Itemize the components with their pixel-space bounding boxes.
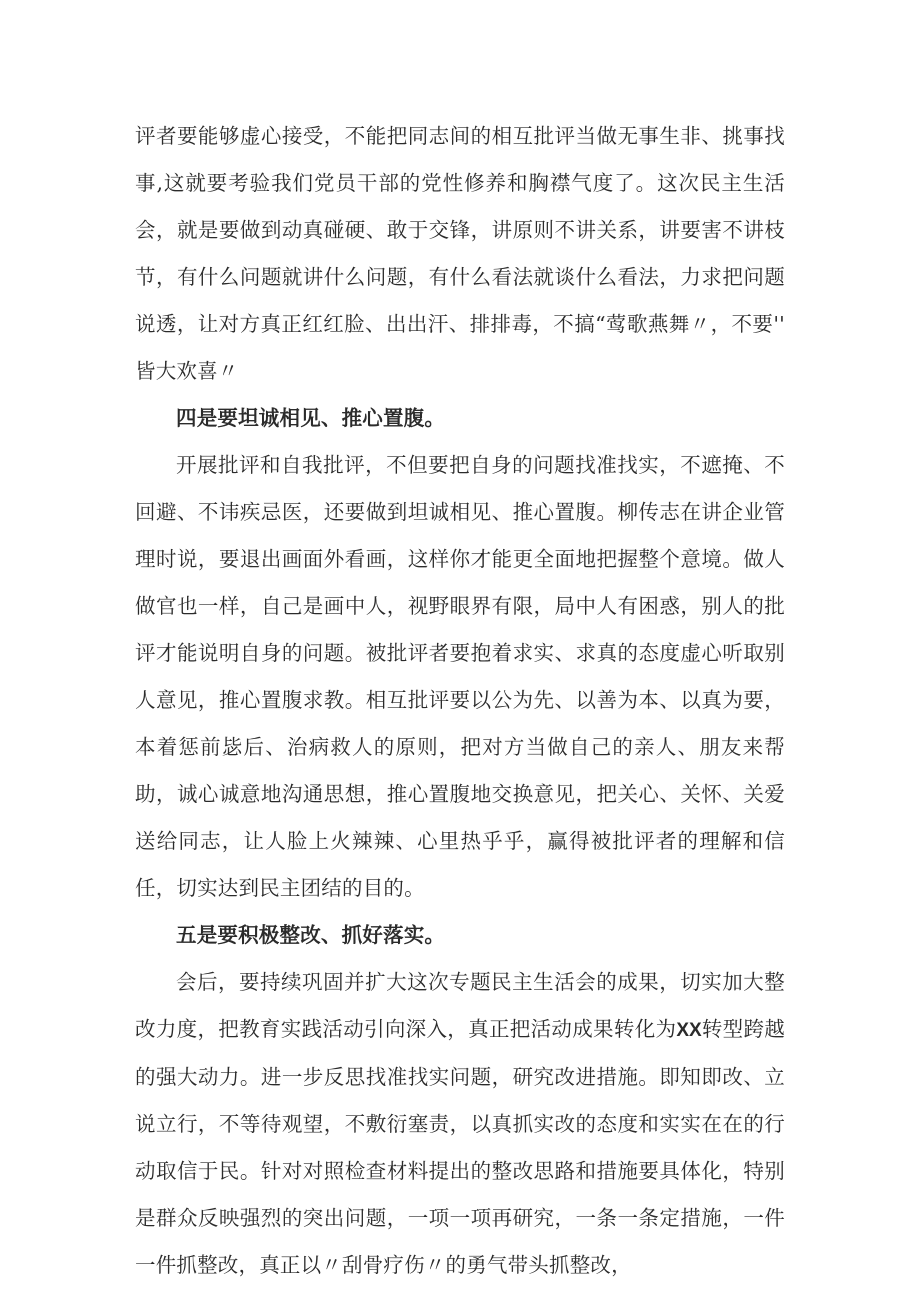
text-run-tail: 转型跨越的强大动力。进一步反思找准找实问题，研究改进措施。即知即改、立说立行，不等待观望，不敷衍塞责，以真抓实改的态度和实实在在的行动取信于民。针对对照检查材料提出的整改思路和措施要具体化，特别是群众反映强烈的突出问题，一项一项再研究，一条一条定措施，一件一件抓整改，真正以〃刮骨疗伤〃的勇气带头抓整改， xyxy=(135,1017,785,1277)
text-run-lead: 会后，要持续巩固并扩大这次专题民主生活会的成果，切实加大整改力度，把教育实践活动引向深入，真正把活动成果转化为 xyxy=(135,970,785,1041)
paragraph-section-five-body xyxy=(135,959,785,1289)
paragraph-section-four-body: 开展批评和自我批评，不但要把自身的问题找准找实，不遮掩、不回避、不讳疾忌医，还要做到坦诚相见、推心置腹。柳传志在讲企业管理时说，要退出画面外看画，这样你才能更全面地把握整个意境。做人做官也一样，自己是画中人，视野眼界有限，局中人有困惑，别人的批评才能说明自身的问题。被批评者要抱着求实、求真的态度虚心听取别人意见，推心置腹求教。相互批评要以公为先、以善为本、以真为要，本着惩前毖后、治病救人的原则，把对方当做自己的亲人、朋友来帮助，诚心诚意地沟通思想，推心置腹地交换意见，把关心、关怀、关爱送给同志，让人脸上火辣辣、心里热乎乎，赢得被批评者的理解和信任，切实达到民主团结的目的。 xyxy=(135,453,785,900)
document-body xyxy=(135,113,785,1289)
heading-section-four: 四是要坦诚相见、推心置腹。 xyxy=(176,406,446,430)
text-run-organization-placeholder: XX xyxy=(676,1020,702,1041)
heading-section-five: 五是要积极整改、抓好落实。 xyxy=(176,923,446,947)
paragraph-continuation-criticism: 评者要能够虚心接受，不能把同志间的相互批评当做无事生非、挑事找事,这就要考验我们党员干部的党性修养和胸襟气度了。这次民主生活会，就是要做到动真碰硬、敢于交锋，讲原则不讲关系，讲要害不讲枝节，有什么问题就讲什么问题，有什么看法就谈什么看法，力求把问题说透，让对方真正红红脸、出出汗、排排毒，不搞“莺歌燕舞〃，不要'' 皆大欢喜〃 xyxy=(135,124,785,383)
